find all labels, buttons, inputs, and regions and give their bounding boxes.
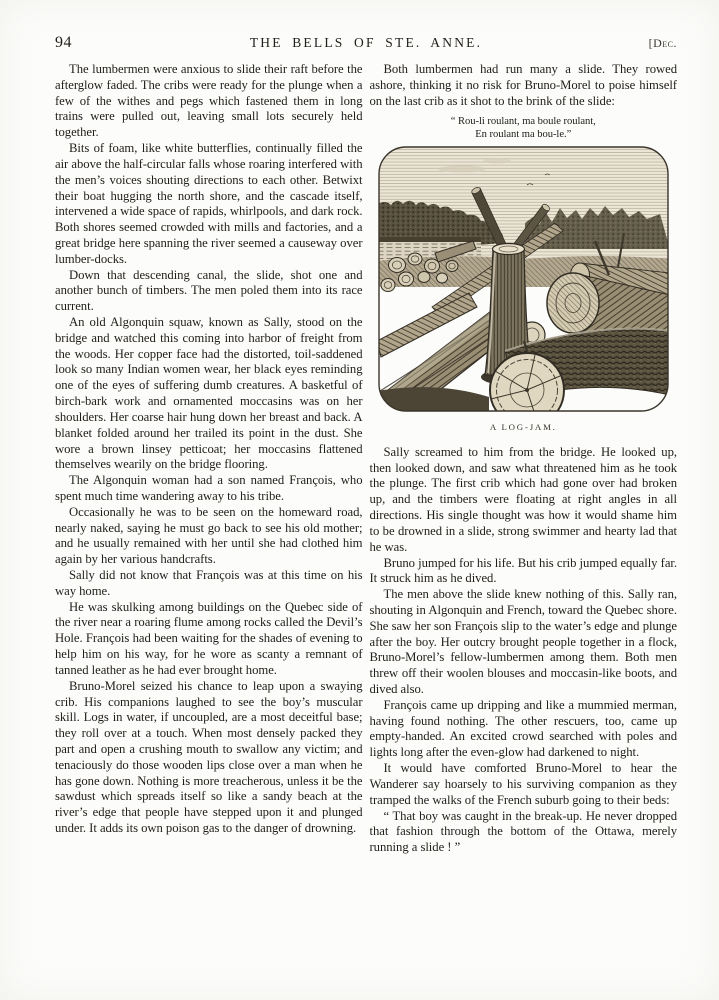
paragraph: Bits of foam, like white butterflies, continually filled the air above the half-circular falls whose roaring interfered with the men’s voices shouting directions to each other. Betwixt their boat hugging the north shore, and the cascade itself, intervened a wide space of rapids, whirlpools, and dark rock. Both shores seemed crowded with mills and factories, and a great bridge here spanning the river seemed a causeway over lumber-docks.	[55, 141, 363, 266]
paragraph: It would have comforted Bruno-Morel to hear the Wanderer say hoarsely to his surviving companion as they tramped the walks of the French suburb going to their beds:	[369, 761, 677, 807]
log-jam-figure	[370, 145, 678, 436]
issue-date: [Dec.	[648, 36, 677, 50]
paragraph: François came up dripping and like a mummied merman, having found nothing. The other rescuers, too, came up empty-handed. An excited crowd searched with poles and lights long after the even-glow had darkened to night.	[369, 697, 677, 760]
page-number: 94	[55, 34, 72, 51]
paragraph: Bruno-Morel seized his chance to leap upon a swaying crib. His companions laughed to see the boy’s muscular skill. Logs in water, if uncoupled, are a most deceitful base; they roll over at a touch. When most densely packed they part and open a crushing mouth to swallow any victim; and tenaciously do those wooden lips close over a man when he has gone down. Nothing is more treacherous, unless it be the sawdust which spreads itself so like a sandy beach at the river’s edge that people have stepped upon it and plunged under. It adds its own poison gas to the danger of drowning.	[55, 678, 363, 835]
figure-caption: A LOG-JAM.	[489, 422, 557, 433]
paragraph: Bruno jumped for his life. But his crib jumped equally far. It struck him as he dived.	[369, 555, 677, 586]
paragraph: Sally screamed to him from the bridge. He looked up, then looked down, and saw what threatened him as he took the plunge. The first crib which had gone over had broken up, and the timbers were floating at right angles in all directions. His single thought was how it would shame him to be drowned in a slide, strong swimmer and hearty lad that he was.	[369, 444, 677, 554]
paragraph: The men above the slide knew nothing of this. Sally ran, shouting in Algonquin and French, toward the Quebec shore. She saw her son François slip to the water’s edge and plunge after the boy. Her outcry brought people together in a flock, Bruno-Morel’s fellow-lumbermen among them. Both men threw off their woolen blouses and moccasin-like boots, and dived also.	[369, 587, 677, 697]
page-title: THE BELLS OF STE. ANNE.	[249, 35, 483, 50]
running-head	[55, 34, 677, 52]
verse-line: “ Rou-li roulant, ma boule roulant,	[450, 116, 596, 128]
paragraph: The Algonquin woman had a son named François, who spent much time wandering away to his tribe.	[55, 473, 363, 503]
paragraph: He was skulking among buildings on the Quebec side of the river near a roaring flume among rocks called the Devil’s Hole. François had been waiting for the shades of evening to help him on his way, for he wore as scanty a remnant of tanned leather as he had ever brought home.	[55, 599, 363, 677]
paragraph: An old Algonquin squaw, known as Sally, stood on the bridge and watched this coming into harbor of freight from the woods. Her copper face had the distorted, toil-saddened look so many Indian women wear, her black eyes reminding one of the eyes of suffering dumb creatures. A basketful of birch-bark work and ornamented moccasins was on her shoulders. Her coarse hair hung down her breast and back. A blanket folded around her trailed its point in the dust. She wore a brown linsey petticoat; her moccasins flattened themselves wearily on the bridge flooring.	[55, 315, 363, 472]
song-verse	[370, 116, 678, 142]
paragraph: “ That boy was caught in the break-up. He never dropped that fashion through the bottom of the Ottawa, merely running a slide ! ”	[369, 808, 677, 855]
log-jam-illustration	[377, 145, 670, 413]
right-column	[370, 62, 678, 856]
paragraph: Both lumbermen had run many a slide. They rowed ashore, thinking it no risk for Bruno-Morel to poise himself on the last crib as it shot to the brink of the slide:	[369, 62, 677, 108]
right-column-body	[370, 445, 678, 856]
text-columns	[55, 62, 677, 856]
paragraph: The lumbermen were anxious to slide their raft before the afterglow faded. The cribs were ready for the plunge when a few of the withes and pegs which fastened them in long trains were pulled out, leaving small lots securely held together.	[55, 62, 363, 140]
verse-line: En roulant ma bou-le.”	[475, 129, 572, 141]
paragraph: Sally did not know that François was at this time on his way home.	[55, 568, 363, 598]
paragraph: Occasionally he was to be seen on the homeward road, nearly naked, saying he must go back to see his old mother; and he usually remained with her until she had clothed him again by her various handcrafts.	[55, 504, 363, 567]
left-column	[55, 62, 363, 856]
paragraph: Down that descending canal, the slide, shot one and another bunch of timbers. The men poled them into its race current.	[55, 267, 363, 314]
